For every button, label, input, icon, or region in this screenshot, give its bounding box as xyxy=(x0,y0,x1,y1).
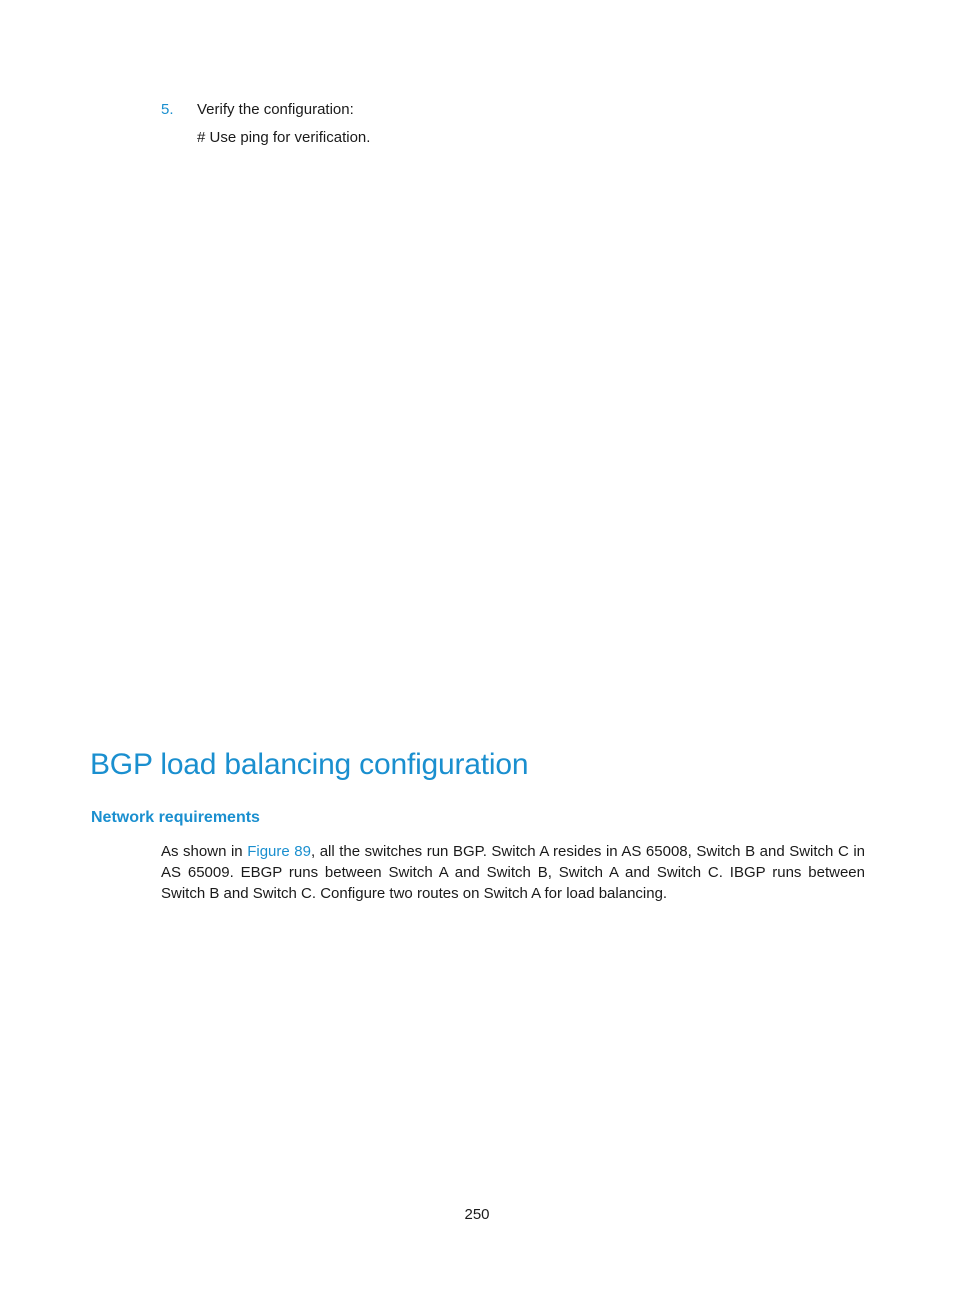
step-number: 5. xyxy=(161,101,174,118)
subsection-title: Network requirements xyxy=(91,809,260,826)
step-text: Verify the configuration: xyxy=(197,101,354,118)
figure-link[interactable]: Figure 89 xyxy=(247,843,311,860)
network-requirements-paragraph xyxy=(161,841,865,904)
paragraph-text-start: As shown in xyxy=(161,843,248,860)
step-note: # Use ping for verification. xyxy=(197,129,371,146)
page-number: 250 xyxy=(464,1206,490,1223)
section-title: BGP load balancing configuration xyxy=(90,748,529,781)
paragraph-text-end: , all the switches run BGP. Switch A resides in AS 65008, Switch B and Switch C in AS 65009. EBGP runs between Switch A and Switch B, Switch A and Switch C. IBGP runs between Switch B and Switch C. Configure two routes on Switch A for load balancing. xyxy=(161,843,866,902)
